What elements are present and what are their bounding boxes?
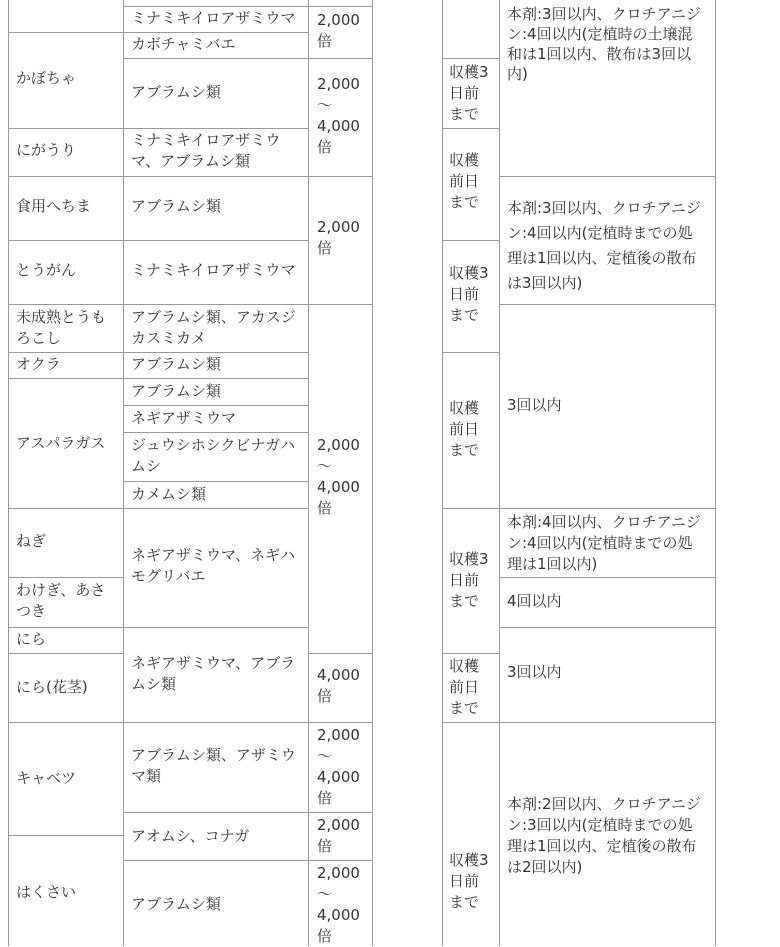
crop-cell: アスパラガス [16, 434, 106, 452]
crop-cell: にがうり [16, 141, 77, 159]
row-divider [123, 508, 308, 509]
row-divider [442, 722, 499, 723]
row-divider [442, 508, 499, 509]
row-divider [123, 240, 308, 241]
row-divider [8, 128, 123, 129]
harvest-timing-cell: 収穫 前日 まで [449, 399, 480, 459]
row-divider [123, 481, 308, 482]
usage-limit-cell: 4回以内 [507, 592, 562, 610]
crop-cell: とうがん [16, 261, 77, 279]
usage-limit-cell: 本剤:2回以内、クロチアニジ ン:3回以内(定植時までの処 理は1回以内、定植後の散布 は2回以内) [507, 795, 701, 876]
row-divider [123, 6, 308, 7]
row-divider [308, 6, 372, 7]
row-divider [8, 577, 123, 578]
row-divider [123, 176, 308, 177]
pest-cell: アブラムシ類 [131, 355, 221, 373]
column-divider [123, 0, 124, 946]
row-divider [123, 352, 308, 353]
row-divider [499, 176, 715, 177]
harvest-timing-cell: 収穫 前日 まで [449, 657, 480, 717]
crop-cell: 未成熟とうも ろこし [16, 308, 107, 347]
row-divider [499, 627, 715, 628]
pest-cell: アブラムシ類、アザミウ マ類 [131, 746, 296, 785]
row-divider [123, 860, 308, 861]
row-divider [442, 240, 499, 241]
pest-cell: カメムシ類 [131, 485, 207, 503]
row-divider [123, 128, 308, 129]
crop-cell: 食用へちま [16, 197, 92, 215]
row-divider [499, 722, 715, 723]
harvest-timing-cell: 収穫 前日 まで [449, 151, 480, 211]
row-divider [8, 627, 123, 628]
crop-cell: ねぎ [16, 532, 47, 550]
row-divider [8, 176, 123, 177]
row-divider [123, 722, 308, 723]
usage-limit-cell: 3回以内 [507, 663, 562, 681]
row-divider [123, 432, 308, 433]
row-divider [8, 722, 123, 723]
pest-cell: ネギアザミウマ、ネギハ モグリバエ [131, 546, 296, 585]
harvest-timing-cell: 収穫3 日前 まで [449, 550, 489, 610]
row-divider [442, 58, 499, 59]
row-divider [308, 653, 372, 654]
crop-cell: オクラ [16, 355, 61, 373]
column-divider [372, 0, 373, 946]
crop-cell: キャベツ [16, 769, 77, 787]
dilution-cell: 2,000 倍 [317, 11, 360, 50]
pest-cell: ネギアザミウマ、アブラ ムシ類 [131, 654, 296, 693]
crop-cell: はくさい [16, 883, 77, 901]
row-divider [308, 176, 372, 177]
dilution-cell: 2,000 倍 [317, 816, 360, 855]
row-divider [8, 352, 123, 353]
row-divider [123, 378, 308, 379]
row-divider [308, 812, 372, 813]
row-divider [308, 58, 372, 59]
pest-cell: ジュウシホシクビナガハ ムシ [131, 436, 296, 475]
dilution-cell: 4,000 倍 [317, 666, 360, 705]
crop-cell: にら(花茎) [16, 678, 88, 696]
row-divider [8, 378, 123, 379]
crop-cell: にら [16, 630, 47, 648]
pest-cell: アブラムシ類 [131, 895, 221, 913]
row-divider [123, 32, 308, 33]
row-divider [8, 508, 123, 509]
dilution-cell: 2,000 〜 4,000 倍 [317, 436, 360, 517]
row-divider [442, 352, 499, 353]
row-divider [499, 577, 715, 578]
crop-cell: かぼちゃ [16, 69, 77, 87]
row-divider [8, 32, 123, 33]
column-divider [499, 0, 500, 946]
table-border-right [715, 0, 716, 946]
harvest-timing-cell: 収穫3 日前 まで [449, 851, 489, 911]
row-divider [442, 128, 499, 129]
pest-cell: アブラムシ類 [131, 197, 221, 215]
pest-cell: アオムシ、コナガ [131, 827, 250, 845]
row-divider [499, 304, 715, 305]
pest-cell: ミナミキイロアザミウマ [131, 9, 296, 27]
column-divider [442, 0, 443, 946]
pest-cell: ミナミキイロアザミウ マ、アブラムシ類 [131, 131, 281, 170]
row-divider [123, 812, 308, 813]
dilution-cell: 2,000 倍 [317, 218, 360, 257]
column-divider [308, 0, 309, 946]
pest-cell: ネギアザミウマ [131, 409, 237, 427]
usage-limit-cell: 3回以内 [507, 396, 562, 414]
row-divider [8, 304, 123, 305]
pest-cell: カボチャミバエ [131, 35, 236, 53]
dilution-cell: 2,000 〜 4,000 倍 [317, 864, 360, 945]
row-divider [442, 653, 499, 654]
row-divider [123, 304, 308, 305]
row-divider [8, 240, 123, 241]
harvest-timing-cell: 収穫3 日前 まで [449, 63, 489, 123]
row-divider [123, 627, 308, 628]
pest-cell: ミナミキイロアザミウマ [131, 261, 296, 279]
row-divider [308, 304, 372, 305]
row-divider [308, 860, 372, 861]
crop-cell: わけぎ、あさ つき [16, 581, 106, 620]
usage-limit-cell: 本剤:3回以内、クロチアニジ ン:4回以内(定植時までの処 理は1回以内、定植後の散布 は3回以内) [507, 199, 701, 292]
row-divider [123, 405, 308, 406]
row-divider [499, 508, 715, 509]
dilution-cell: 2,000 〜 4,000 倍 [317, 75, 360, 156]
usage-limit-cell: 本剤:4回以内、クロチアニジ ン:4回以内(定植時までの処 理は1回以内) [507, 513, 701, 573]
row-divider [308, 722, 372, 723]
pest-cell: アブラムシ類 [131, 83, 221, 101]
usage-limit-cell: 本剤:3回以内、クロチアニジ ン:4回以内(定植時の土壌混 和は1回以内、散布は3回以 内) [507, 5, 701, 83]
row-divider [8, 653, 123, 654]
pest-cell: アブラムシ類、アカスジ カスミカメ [131, 308, 296, 347]
table-border-left [8, 0, 9, 946]
pest-cell: アブラムシ類 [131, 382, 221, 400]
row-divider [8, 835, 123, 836]
harvest-timing-cell: 収穫3 日前 まで [449, 264, 489, 324]
dilution-cell: 2,000 〜 4,000 倍 [317, 726, 360, 807]
row-divider [123, 58, 308, 59]
